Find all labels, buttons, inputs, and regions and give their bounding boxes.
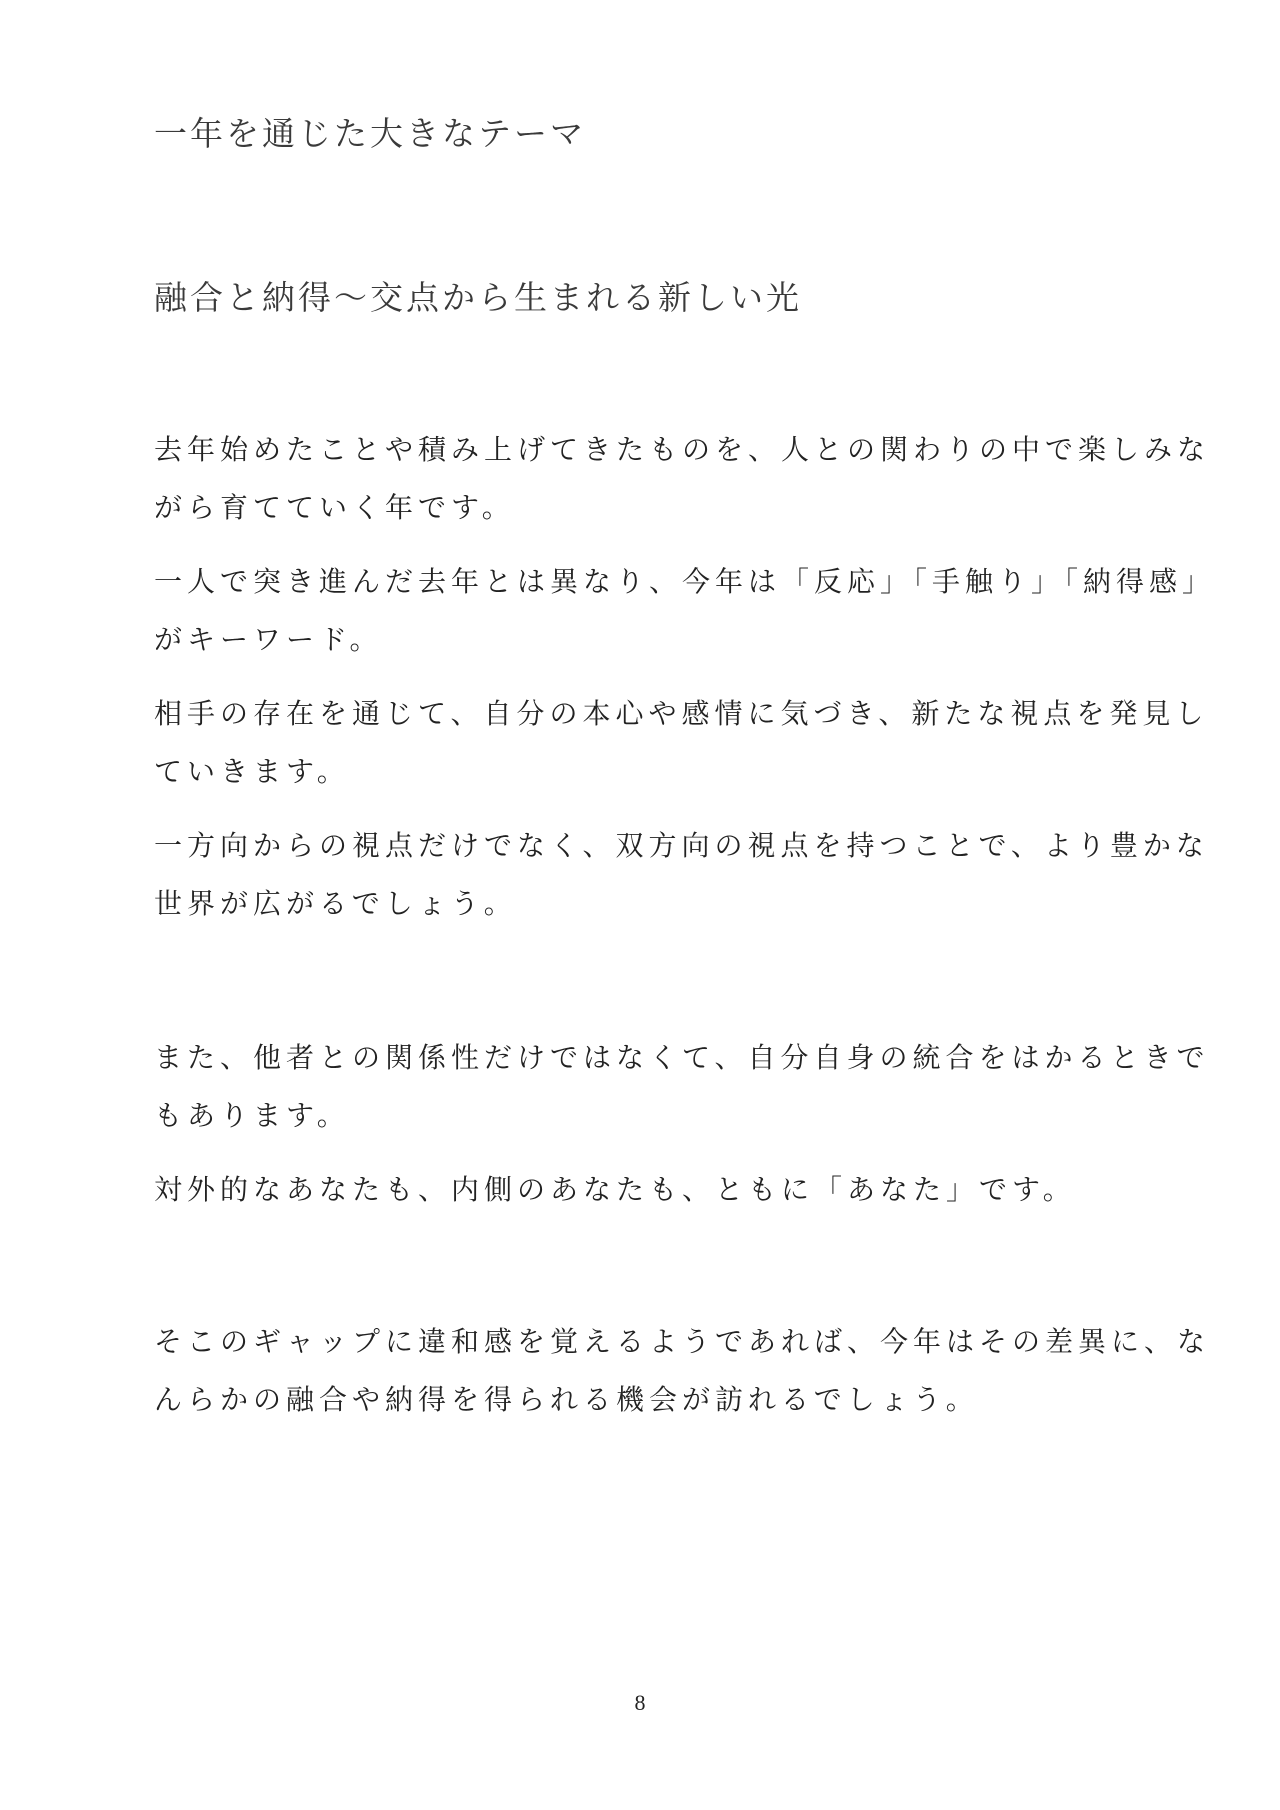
body-text-line: そこのギャップに違和感を覚えるようであれば、今年はその差異に、な bbox=[154, 1325, 1211, 1358]
section-subheading: 融合と納得〜交点から生まれる新しい光 bbox=[154, 278, 802, 317]
body-text-line: ていきます。 bbox=[154, 755, 350, 788]
section-heading: 一年を通じた大きなテーマ bbox=[154, 114, 586, 153]
body-text-line: 一方向からの視点だけでなく、双方向の視点を持つことで、より豊かな bbox=[154, 829, 1209, 862]
body-text-line: 一人で突き進んだ去年とは異なり、今年は「反応」「手触り」「納得感」 bbox=[154, 565, 1216, 598]
body-text-line: もあります。 bbox=[154, 1099, 350, 1132]
body-text-line: 相手の存在を通じて、自分の本心や感情に気づき、新たな視点を発見し bbox=[154, 697, 1209, 730]
page-number: 8 bbox=[634, 1690, 646, 1715]
body-text-line: がキーワード。 bbox=[154, 623, 383, 656]
body-text-line: 対外的なあなたも、内側のあなたも、ともに「あなた」です。 bbox=[154, 1173, 1076, 1206]
body-text-line: 去年始めたことや積み上げてきたものを、人との関わりの中で楽しみな bbox=[154, 433, 1211, 466]
body-text-line: んらかの融合や納得を得られる機会が訪れるでしょう。 bbox=[154, 1383, 979, 1416]
body-text-line: 世界が広がるでしょう。 bbox=[154, 887, 517, 920]
body-text-line: また、他者との関係性だけではなくて、自分自身の統合をはかるときで bbox=[154, 1041, 1210, 1074]
body-text-line: がら育てていく年です。 bbox=[154, 491, 515, 524]
